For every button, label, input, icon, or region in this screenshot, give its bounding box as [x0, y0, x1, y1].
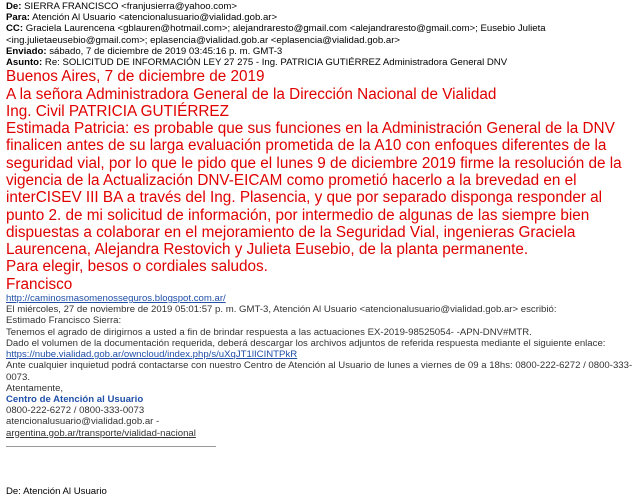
signature-site[interactable]: argentina.gob.ar/transporte/vialidad-nacional: [6, 427, 196, 439]
subject-row: [6, 57, 640, 68]
email-header: [6, 1, 640, 68]
to-value[interactable]: Atención Al Usuario <atencionalusuario@vialidad.gob.ar>: [32, 12, 278, 24]
letter-date: Buenos Aires, 7 de diciembre de 2019: [6, 68, 265, 86]
signature-email: atencionalusuario@vialidad.gob.ar -: [6, 416, 160, 428]
letter-recipient: A la señora Administradora General de la Dirección Nacional de Vialidad: [6, 85, 497, 103]
signature-phone: 0800-222-6272 / 0800-333-0073: [6, 405, 145, 417]
cc-value[interactable]: Graciela Laurencena <gblauren@hotmail.com>; alejandraresto@gmail.com <alejandraresto@gmail.com>; Eusebio Julieta <ing.julietaeusebio@gmail.com>; eplasencia@vialidad.gob.ar <eplasencia@vialidad.gob.ar>: [6, 23, 546, 46]
signature-divider: [6, 446, 216, 447]
subject-label: Asunto:: [6, 57, 43, 69]
from-value[interactable]: SIERRA FRANCISCO <franjusierra@yahoo.com>: [24, 1, 238, 12]
sent-value: sábado, 7 de diciembre de 2019 03:45:16 p. m. GMT-3: [49, 45, 283, 57]
cutoff-header-text: De: Atención Al Usuario: [6, 486, 107, 497]
quoted-line1: Tenemos el agrado de dirigirnos a usted a fin de brindar respuesta a las actuaciones EX-2019-98525054- -APN-DNV#MTR.: [6, 326, 532, 338]
sent-label: Enviado:: [6, 45, 47, 57]
from-row: [6, 1, 640, 12]
signature-title: Centro de Atención al Usuario: [6, 393, 144, 405]
blog-link-row: [6, 293, 640, 304]
cc-row: [6, 23, 606, 45]
sent-row: [6, 46, 640, 57]
letter-body: [6, 68, 638, 293]
quoted-greeting: Estimado Francisco Sierra:: [6, 315, 122, 327]
quoted-line3: Ante cualquier inquietud podrá contactarse con nuestro Centro de Atención al Usuario de lunes a viernes de 09 a 18hs: 0800-222-6272 / 0800-333-0073.: [6, 360, 633, 383]
quoted-farewell: Atentamente,: [6, 382, 64, 394]
quoted-line2: Dado el volumen de la documentación requerida, deberá descargar los archivos adjuntos de referida respuesta mediante el siguiente enlace:: [6, 337, 606, 349]
letter-closing: Para elegir, besos o cordiales saludos.: [6, 258, 268, 276]
download-link[interactable]: https://nube.vialidad.gob.ar/owncloud/index.php/s/uXqJT1lICINTPkR: [6, 349, 298, 361]
from-label: De:: [6, 1, 22, 12]
quoted-message: [6, 304, 636, 446]
letter-name: Ing. Civil PATRICIA GUTIÉRREZ: [6, 102, 229, 120]
subject-value: Re: SOLICITUD DE INFORMACIÓN LEY 27 275 - Ing. PATRICIA GUTIÉRREZ Administradora General DNV: [44, 57, 508, 69]
letter-signature: Francisco: [6, 275, 73, 293]
cc-label: CC:: [6, 23, 24, 35]
quoted-intro: El miércoles, 27 de noviembre de 2019 05:01:57 p. m. GMT-3, Atención Al Usuario <atencionalusuario@vialidad.gob.ar> escribió:: [6, 304, 557, 316]
to-row: [6, 12, 640, 23]
blog-link[interactable]: http://caminosmasomenosseguros.blogspot.com.ar/: [6, 293, 226, 305]
to-label: Para:: [6, 12, 30, 24]
letter-paragraph: Estimada Patricia: es probable que sus funciones en la Administración General de la DNV finalicen antes de su larga evaluación prometida de la A10 con enfoques diferentes de la seguridad vial, por lo que le pido que el lunes 9 de diciembre 2019 firme la resolución de la vigencia de la Actualización DNV-EICAM como prometió hacerlo a la brevedad en el interCISEV III BA a través del Ing. Plasencia, y que por separado disponga responder al punto 2. de mi solicitud de información, por intermedio de algunas de las siempre bien dispuestas a colaborar en el mejoramiento de la Seguridad Vial, ingenieras Graciela Laurencena, Alejandra Restovich y Julieta Eusebio, de la planta permanente.: [6, 120, 622, 259]
